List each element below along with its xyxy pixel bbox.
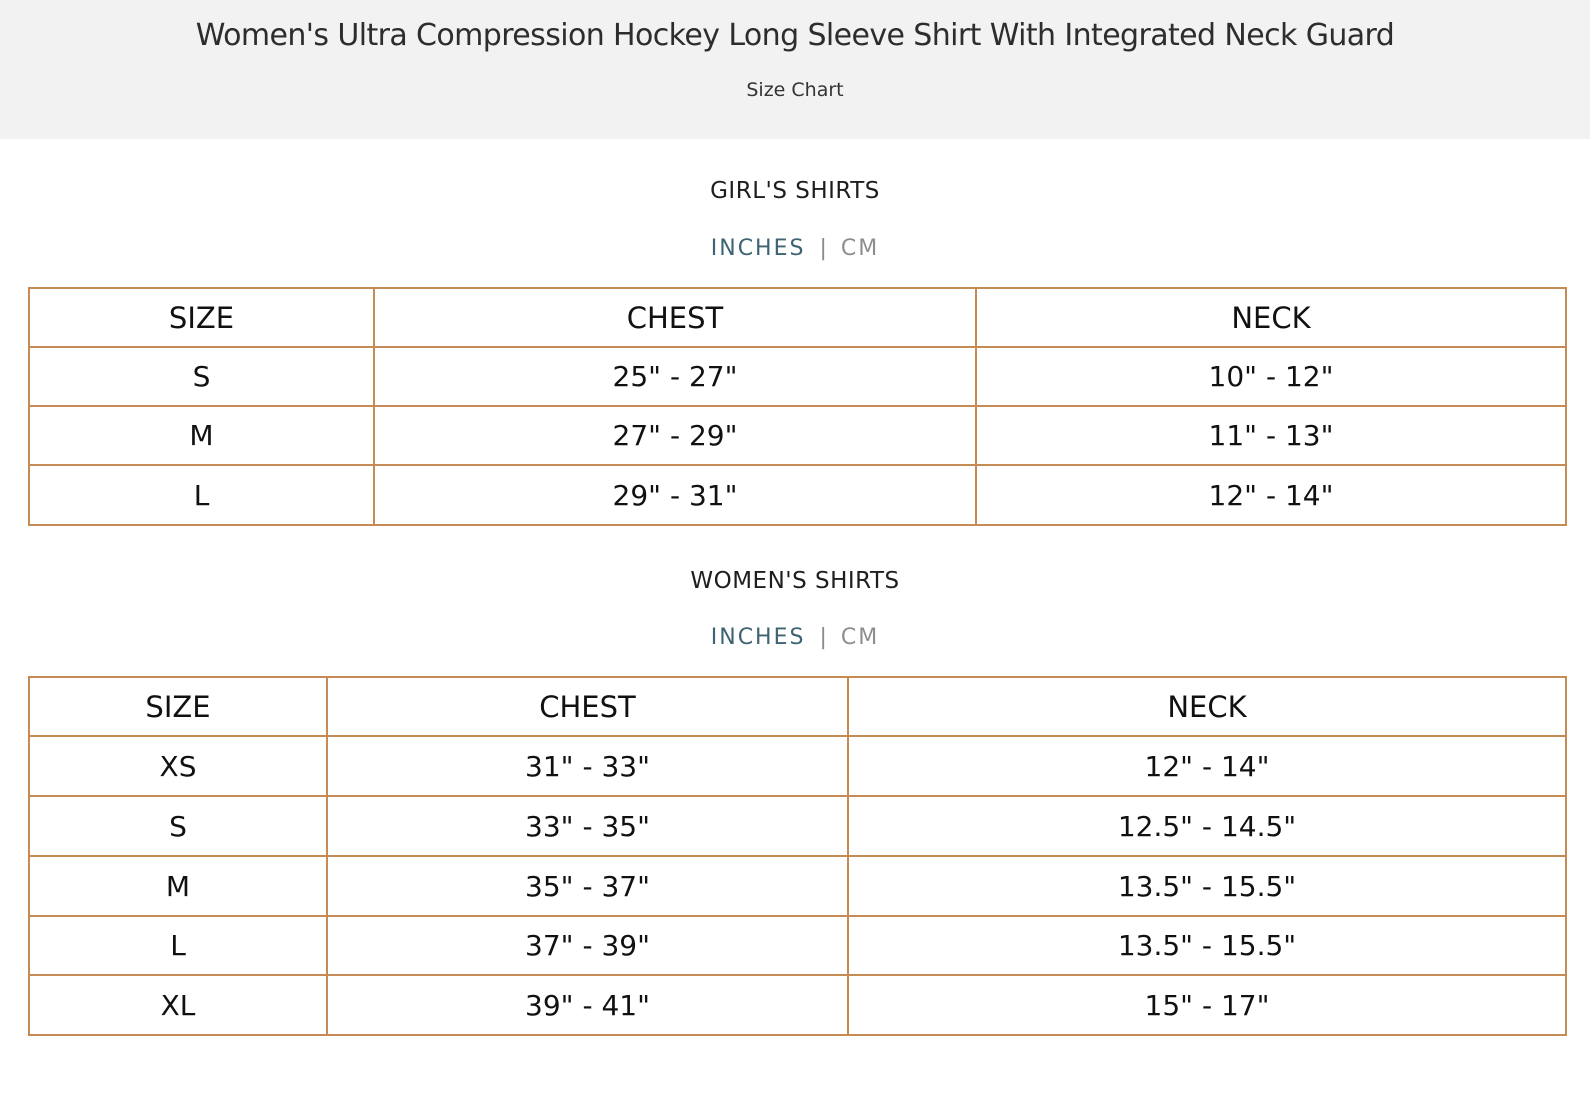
unit-toggle-girls	[0, 236, 1590, 261]
unit-cm-button[interactable]: CM	[840, 625, 880, 650]
neck-cell: 12" - 14"	[976, 465, 1566, 525]
size-cell: S	[29, 796, 327, 856]
womens-size-table	[28, 676, 1567, 1036]
header-banner	[0, 0, 1590, 139]
column-header-size: SIZE	[29, 677, 327, 736]
size-cell: XL	[29, 975, 327, 1035]
section-title-womens: WOMEN'S SHIRTS	[690, 568, 900, 594]
chest-cell: 39" - 41"	[327, 975, 848, 1035]
size-cell: L	[29, 916, 327, 975]
table-row	[29, 916, 1566, 975]
neck-cell: 13.5" - 15.5"	[848, 916, 1566, 975]
table-header-row	[29, 288, 1566, 347]
chest-cell: 29" - 31"	[374, 465, 976, 525]
column-header-neck: NECK	[848, 677, 1566, 736]
column-header-chest: CHEST	[374, 288, 976, 347]
neck-cell: 15" - 17"	[848, 975, 1566, 1035]
size-cell: M	[29, 856, 327, 916]
chest-cell: 25" - 27"	[374, 347, 976, 406]
size-cell: XS	[29, 736, 327, 796]
neck-cell: 12.5" - 14.5"	[848, 796, 1566, 856]
size-cell: S	[29, 347, 374, 406]
section-title-girls: GIRL'S SHIRTS	[710, 178, 880, 204]
size-cell: L	[29, 465, 374, 525]
table-row	[29, 406, 1566, 465]
column-header-neck: NECK	[976, 288, 1566, 347]
neck-cell: 11" - 13"	[976, 406, 1566, 465]
unit-toggle-womens	[0, 625, 1590, 650]
page-subtitle: Size Chart	[746, 79, 844, 101]
neck-cell: 10" - 12"	[976, 347, 1566, 406]
unit-cm-button[interactable]: CM	[840, 236, 880, 261]
chest-cell: 33" - 35"	[327, 796, 848, 856]
column-header-chest: CHEST	[327, 677, 848, 736]
unit-inches-button[interactable]: INCHES	[710, 236, 806, 261]
size-cell: M	[29, 406, 374, 465]
neck-cell: 12" - 14"	[848, 736, 1566, 796]
table-row	[29, 465, 1566, 525]
table-row	[29, 856, 1566, 916]
column-header-size: SIZE	[29, 288, 374, 347]
girls-size-table	[28, 287, 1567, 526]
table-row	[29, 347, 1566, 406]
neck-cell: 13.5" - 15.5"	[848, 856, 1566, 916]
chest-cell: 37" - 39"	[327, 916, 848, 975]
chest-cell: 35" - 37"	[327, 856, 848, 916]
table-row	[29, 736, 1566, 796]
table-row	[29, 796, 1566, 856]
chest-cell: 27" - 29"	[374, 406, 976, 465]
chest-cell: 31" - 33"	[327, 736, 848, 796]
table-header-row	[29, 677, 1566, 736]
unit-separator: |	[819, 236, 827, 261]
unit-inches-button[interactable]: INCHES	[710, 625, 806, 650]
unit-separator: |	[819, 625, 827, 650]
page-title: Women's Ultra Compression Hockey Long Sleeve Shirt With Integrated Neck Guard	[195, 18, 1395, 53]
table-row	[29, 975, 1566, 1035]
